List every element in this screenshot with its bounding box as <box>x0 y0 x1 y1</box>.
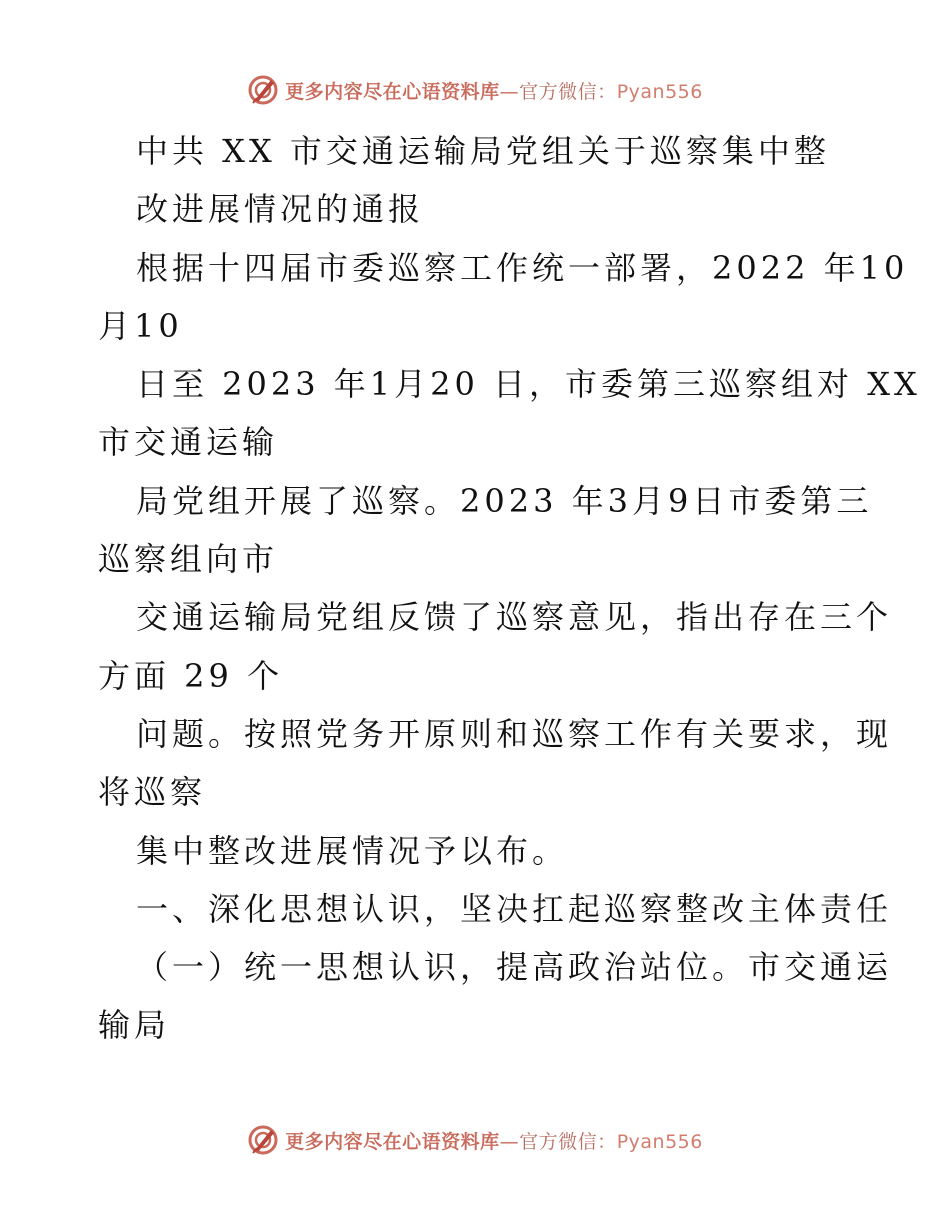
watermark-text <box>285 77 703 104</box>
watermark-brand: 更多内容尽在心语资料库 <box>285 80 500 103</box>
paragraph-line: 巡察组向市 <box>98 540 279 579</box>
watermark-dash: — <box>499 1130 520 1153</box>
subsection-heading-1: （一）统一思想认识，提高政治站位。市交通运 <box>136 948 893 987</box>
watermark-id: Pyan556 <box>616 80 703 103</box>
paragraph-line: 问题。按照党务开原则和巡察工作有关要求，现 <box>136 714 893 753</box>
watermark-brand: 更多内容尽在心语资料库 <box>285 1130 500 1153</box>
document-body <box>98 122 921 1055</box>
document-title-line-2: 改进展情况的通报 <box>136 190 425 229</box>
paragraph-line: 根据十四届市委巡察工作统一部署，2022 年10 <box>136 248 909 287</box>
paragraph-line: 方面 29 个 <box>98 656 284 695</box>
watermark-id: Pyan556 <box>616 1130 703 1153</box>
paragraph-line: 日至 2023 年1月20 日，市委第三巡察组对 XX <box>136 365 921 404</box>
watermark-label: 官方微信： <box>519 80 617 103</box>
watermark-label: 官方微信： <box>519 1130 617 1153</box>
paragraph-line: 局党组开展了巡察。2023 年3月9日市委第三 <box>136 481 873 520</box>
paragraph-line: 将巡察 <box>98 773 207 812</box>
paragraph-line: 市交通运输 <box>98 423 279 462</box>
quill-logo-icon <box>247 74 279 106</box>
watermark-dash: — <box>499 80 520 103</box>
paragraph-line: 输局 <box>98 1006 171 1045</box>
watermark-text <box>285 1127 703 1154</box>
quill-logo-icon <box>247 1124 279 1156</box>
paragraph-line: 集中整改进展情况予以布。 <box>136 831 569 870</box>
paragraph-line: 月10 <box>98 306 183 345</box>
footer-watermark <box>0 1120 950 1160</box>
section-heading-1: 一、深化思想认识，坚决扛起巡察整改主体责任 <box>136 889 893 928</box>
paragraph-line: 交通运输局党组反馈了巡察意见，指出存在三个 <box>136 598 893 637</box>
document-title-line-1: 中共 XX 市交通运输局党组关于巡察集中整 <box>136 132 830 170</box>
header-watermark <box>0 70 950 110</box>
